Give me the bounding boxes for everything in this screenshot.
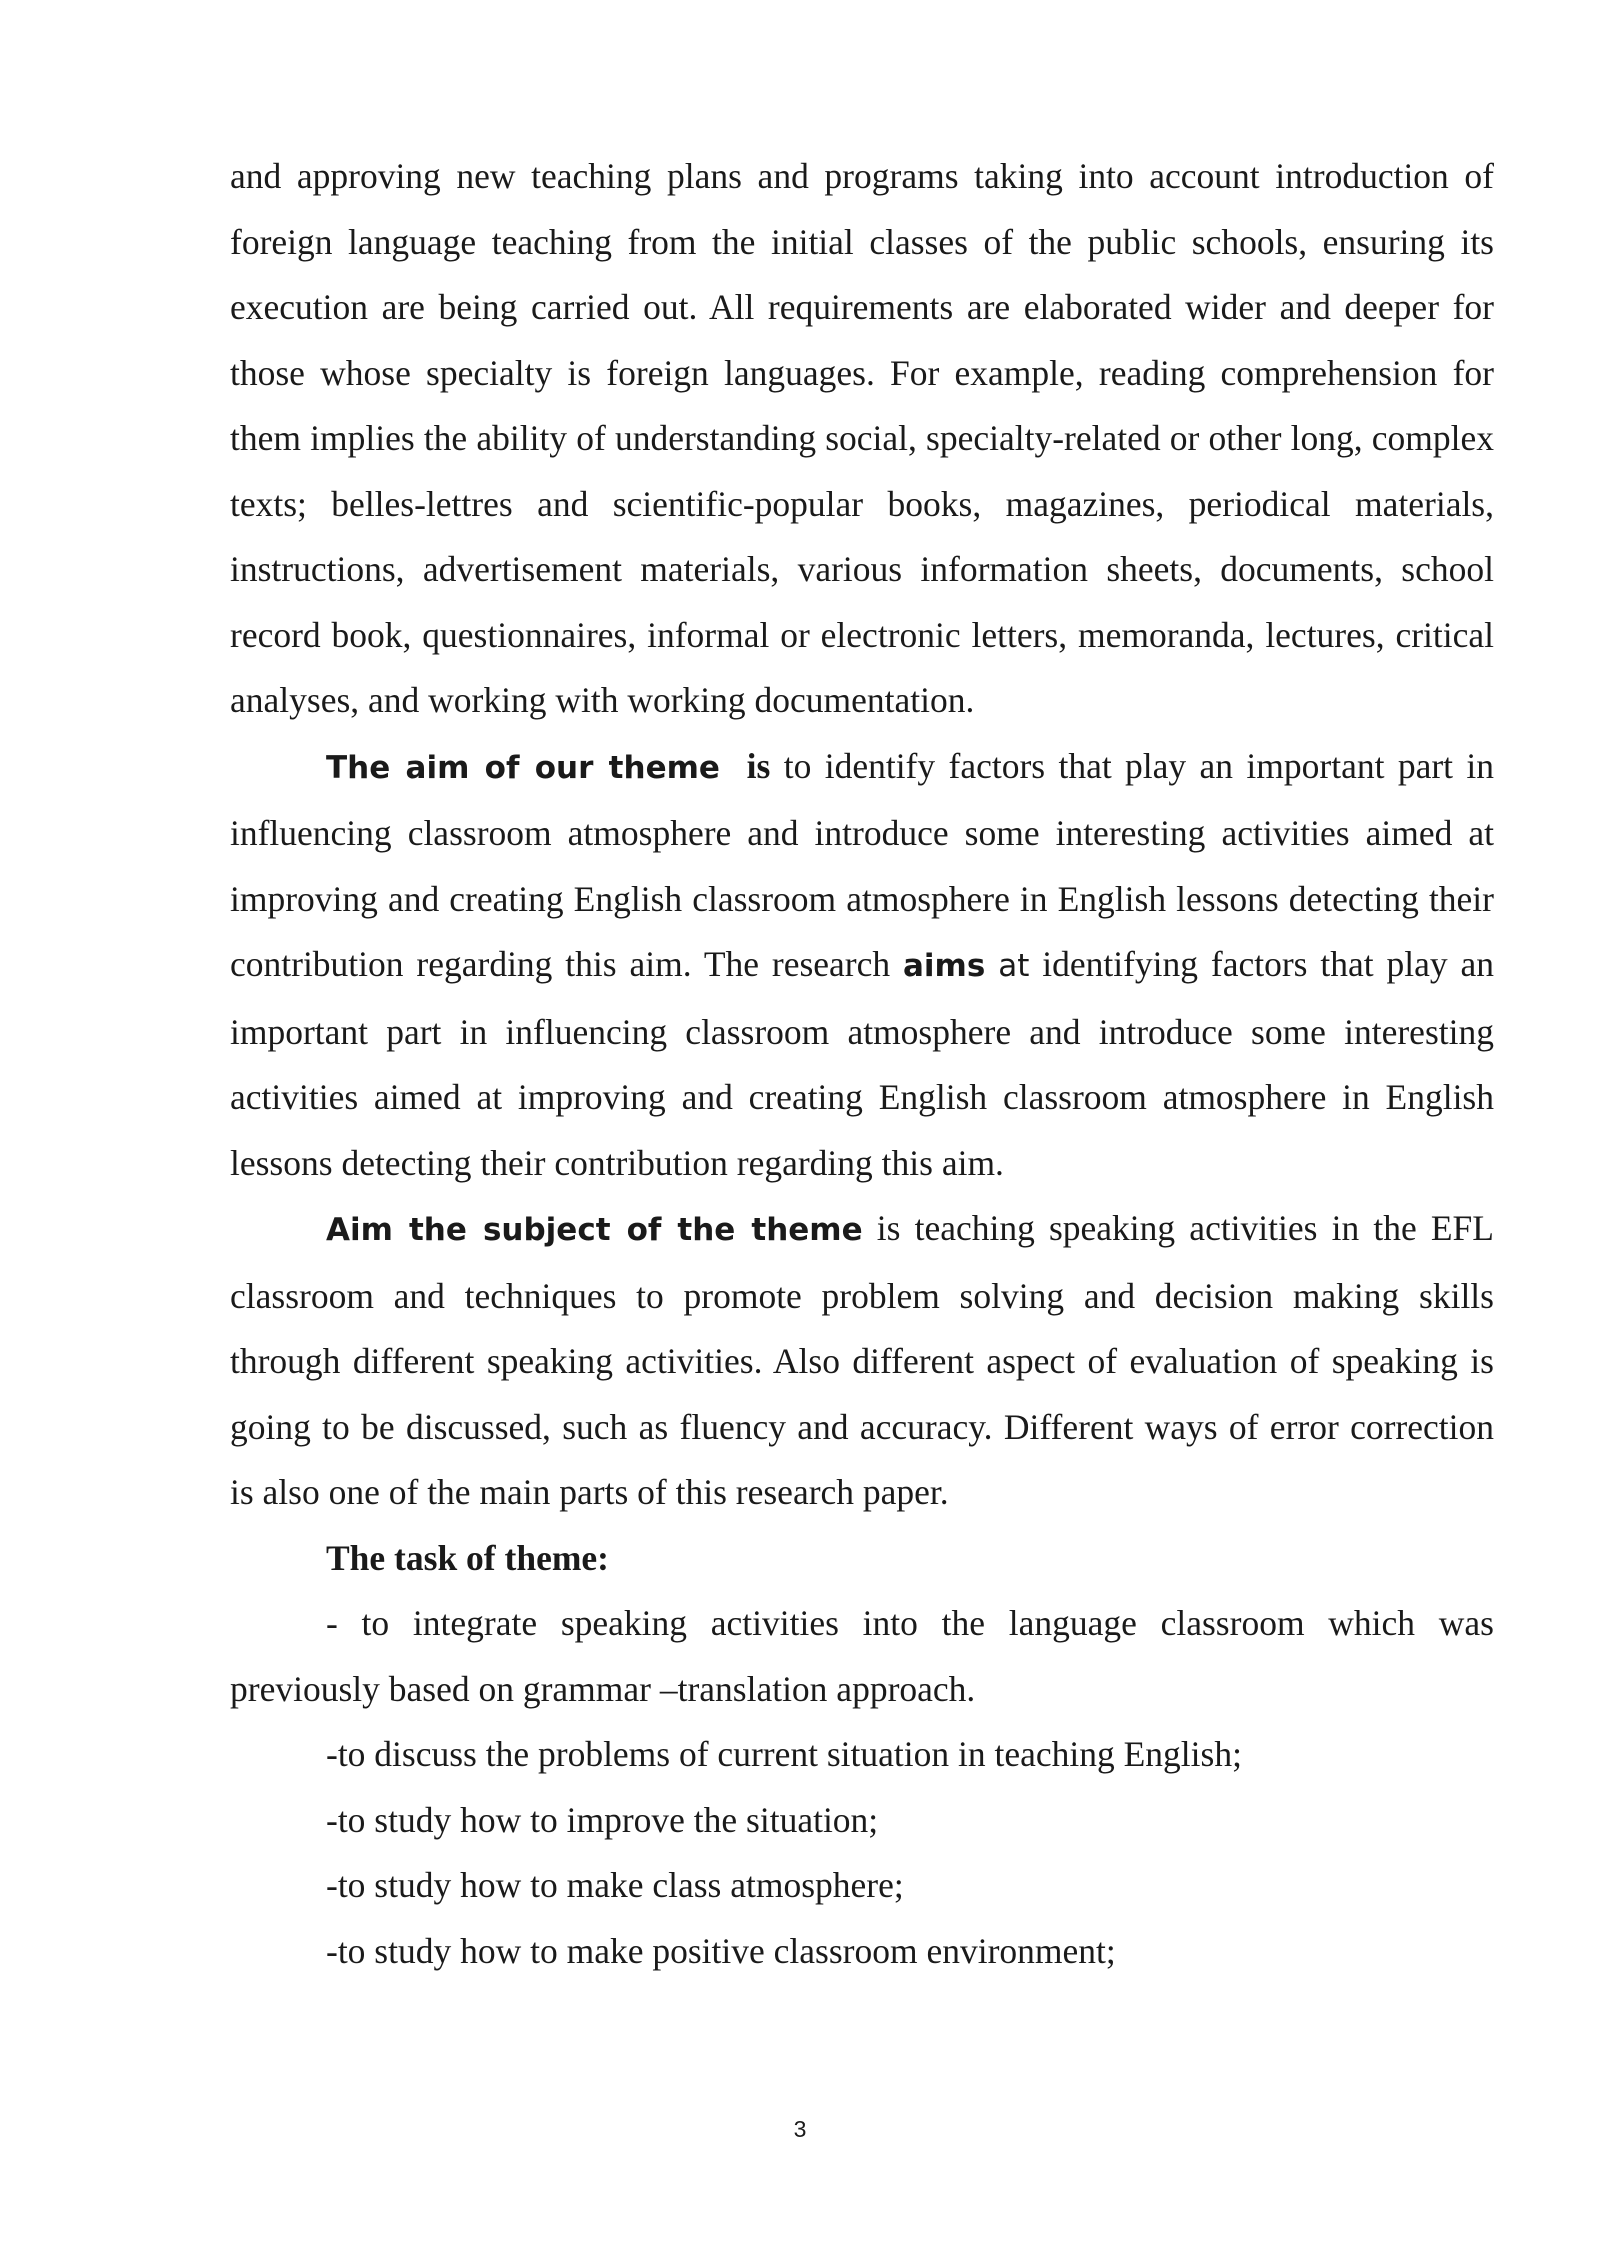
- task-item-first: - to integrate speaking activities into the language classroom which was previously based on grammar –translation approach.: [230, 1603, 1494, 1709]
- at-word: at: [998, 948, 1030, 984]
- subject-text: is teaching speaking activities in the EFL classroom and techniques to promote problem solving and decision making skills through different speaking activities. Also different aspect of evaluation of speaking is going to be discussed, such as fluency and accuracy. Different ways of error correction is also one of the main parts of this research paper.: [230, 1208, 1494, 1512]
- aims-word: aims: [903, 948, 986, 984]
- paragraph-subject: [230, 1196, 1494, 1526]
- task-item: -to study how to improve the situation;: [326, 1799, 879, 1840]
- aim-text-part-2: identifying factors that play an important part in influencing classroom atmosphere and introduce some interesting activities aimed at improving and creating English classroom atmosphere in English lessons detecting their contribution regarding this aim.: [230, 944, 1495, 1183]
- task-heading: The task of theme:: [326, 1537, 609, 1578]
- task-item: -to discuss the problems of current situation in teaching English;: [326, 1734, 1242, 1774]
- task-item: -to study how to make positive classroom environment;: [326, 1930, 1116, 1971]
- subject-heading: Aim the subject of the theme: [326, 1212, 863, 1248]
- paragraph-aim: [230, 734, 1494, 1197]
- aim-heading: The aim of our theme: [326, 749, 720, 786]
- task-item: -to study how to make class atmosphere;: [326, 1865, 904, 1905]
- aim-heading-is: is: [746, 745, 771, 786]
- aim-text-part-1: to identify factors that play an important part in influencing classroom atmosphere and introduce some interesting activities aimed at improving and creating English classroom atmosphere in English lessons detecting their contribution regarding this aim. The research: [230, 745, 1495, 984]
- page-number: 3: [793, 2116, 807, 2142]
- body-text: [230, 144, 1494, 1984]
- paragraph-1: and approving new teaching plans and programs taking into account introduction of foreign language teaching from the initial classes of the public schools, ensuring its execution are being carried out. All requirements are elaborated wider and deeper for those whose specialty is foreign languages. For example, reading comprehension for them implies the ability of understanding social, specialty-related or other long, complex texts; belles-lettres and scientific-popular books, magazines, periodical materials, instructions, advertisement materials, various information sheets, documents, school record book, questionnaires, informal or electronic letters, memoranda, lectures, critical analyses, and working with working documentation.: [230, 156, 1494, 720]
